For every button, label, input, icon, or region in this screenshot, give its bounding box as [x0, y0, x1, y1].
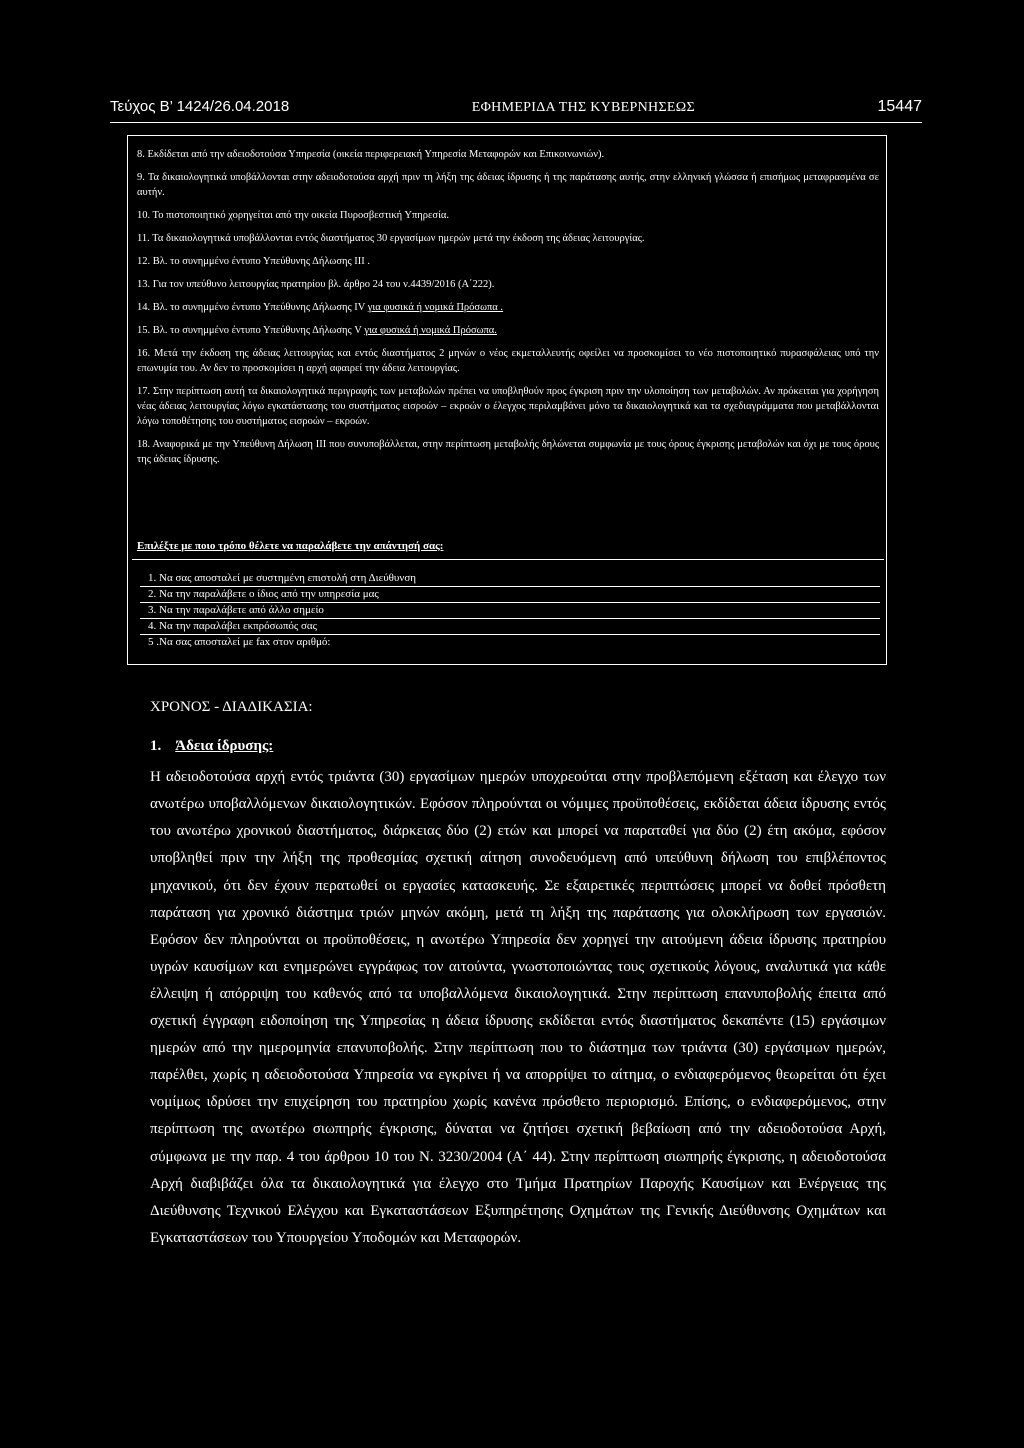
note-12: 12. Βλ. το συνημμένο έντυπο Υπεύθυνης Δήλωσης ΙΙΙ . [137, 256, 371, 267]
reply-option-5[interactable]: 5 .Να σας αποσταλεί με fax στον αριθμό: [148, 636, 331, 648]
note-15-text: 15. Βλ. το συνημμένο έντυπο Υπεύθυνης Δήλωσης V [137, 325, 365, 336]
reply-divider [132, 559, 884, 560]
subsection-title [150, 733, 886, 760]
footnotes [137, 147, 879, 467]
note-8: 8. Εκδίδεται από την αδειοδοτούσα Υπηρεσία (οικεία περιφερειακή Υπηρεσία Μεταφορών και Επικοινωνιών). [137, 149, 605, 160]
page-header [110, 98, 922, 123]
note-10: 10. Το πιστοποιητικό χορηγείται από την οικεία Πυροσβεστική Υπηρεσία. [137, 210, 450, 221]
note-9: 9. Τα δικαιολογητικά υποβάλλονται στην αδειοδοτούσα αρχή πριν τη λήξη της άδειας ίδρυσης ή της παράτασης αυτής, στην ελληνική γλώσσα ή επισήμως μεταφρασμένα σε αυτήν. [137, 172, 879, 198]
issue-reference: Τεύχος Β’ 1424/26.04.2018 [110, 98, 290, 115]
reply-method-label [137, 540, 877, 552]
reply-method-text: Επιλέξτε με ποιο τρόπο θέλετε να παραλάβετε την απάντησή σας: [137, 540, 444, 552]
note-15-underlined: για φυσικά ή νομικά Πρόσωπα. [364, 325, 497, 336]
page-number: 15447 [877, 98, 922, 115]
note-16: 16. Μετά την έκδοση της άδειας λειτουργίας και εντός διαστήματος 2 μηνών ο νέος εκμεταλλευτής οφείλει να προσκομίσει το νέο πιστοποιητικό πυρασφάλειας υπό την επωνυμία του. Αν δεν το προσκομίσει η αρχή αφαιρεί την άδεια λειτουργίας. [137, 348, 879, 374]
subsection-label: Άδεια ίδρυσης: [175, 738, 274, 755]
reply-option-2[interactable]: 2. Να την παραλάβετε ο ίδιος από την υπηρεσία μας [140, 587, 880, 603]
procedure-section [150, 694, 886, 1252]
note-14 [137, 300, 879, 315]
section-heading: ΧΡΟΝΟΣ - ΔΙΑΔΙΚΑΣΙΑ: [150, 699, 313, 715]
note-13: 13. Για τον υπεύθυνο λειτουργίας πρατηρίου βλ. άρθρο 24 του ν.4439/2016 (Α΄222). [137, 279, 495, 290]
note-14-text: 14. Βλ. το συνημμένο έντυπο Υπεύθυνης Δήλωσης IV [137, 302, 368, 313]
procedure-text: Η αδειοδοτούσα αρχή εντός τριάντα (30) εργασίμων ημερών υποχρεούται στην προβλεπόμενη εξέταση και έλεγχο των ανωτέρω υποβαλλόμενων δικαιολογητικών. Εφόσον πληρούνται οι νόμιμες προϋποθέσεις, εκδίδεται άδεια ίδρυσης εντός του ανωτέρω χρονικού διαστήματος, διάρκειας δύο (2) ετών και μπορεί να παραταθεί για δύο (2) έτη ακόμα, εφόσον υποβληθεί πριν την λήξη της προθεσμίας σχετική αίτηση συνοδευόμενη από υπεύθυνη δήλωση του επιβλέποντος μηχανικού, ότι δεν έχουν περατωθεί οι εργασίες κατασκευής. Σε εξαιρετικές περιπτώσεις μπορεί να δοθεί πρόσθετη παράταση για χρονικό διάστημα τριών μηνών ακόμη, μετά τη λήξη της παράτασης για ολοκλήρωση των εργασιών. Εφόσον δεν πληρούνται οι προϋποθέσεις, η ανωτέρω Υπηρεσία δεν χορηγεί την αιτούμενη άδεια ίδρυσης πρατηρίου υγρών καυσίμων και ενημερώνει εγγράφως τον αιτούντα, γνωστοποιώντας τους σχετικούς λόγους, αναλυτικά για κάθε έλλειψη ή απόρριψη του καθενός από τα υποβαλλόμενα δικαιολογητικά. Στην περίπτωση επανυποβολής έπειτα από σχετική έγγραφη ειδοποίηση της Υπηρεσίας η άδεια ίδρυσης εκδίδεται εντός διαστήματος δεκαπέντε (15) εργάσιμων ημερών από την ημερομηνία επανυποβολής. Στην περίπτωση που το διάστημα των τριάντα (30) εργάσιμων ημερών, παρέλθει, χωρίς η αδειοδοτούσα Υπηρεσία να εγκρίνει ή να απορρίψει το αίτημα, ο ενδιαφερόμενος θεωρείται ότι έχει νομίμως ιδρύσει την επιχείρηση του πρατηρίου χωρίς κανένα πρόσθετο περιορισμό. Επίσης, ο ενδιαφερόμενος, στην περίπτωση της ανωτέρω σιωπηρής έγκρισης, δύναται να ζητήσει σχετική βεβαίωση από την αδειοδοτούσα Αρχή, σύμφωνα με την παρ. 4 του άρθρου 10 του Ν. 3230/2004 (Α΄ 44). Στην περίπτωση σιωπηρής έγκρισης, η αδειοδοτούσα Αρχή διαβιβάζει όλα τα δικαιολογητικά για έλεγχο στο Τμήμα Πρατηρίων Παροχής Καυσίμων και Ενέργειας της Διεύθυνσης Τεχνικού Ελέγχου και Εγκαταστάσεων Εξυπηρέτησης Οχημάτων της Γενικής Διεύθυνσης Οχημάτων και Εγκαταστάσεων του Υπουργείου Υποδομών και Μεταφορών. [150, 769, 886, 1246]
note-11: 11. Τα δικαιολογητικά υποβάλλονται εντός διαστήματος 30 εργασίμων ημερών μετά την έκδοση της άδειας λειτουργίας. [137, 233, 645, 244]
gazette-title: ΕΦΗΜΕΡΙΔΑ ΤΗΣ ΚΥΒΕΡΝΗΣΕΩΣ [471, 100, 695, 115]
reply-option-4[interactable]: 4. Να την παραλάβει εκπρόσωπός σας [140, 619, 880, 635]
reply-option-1[interactable]: 1. Να σας αποσταλεί με συστημένη επιστολή στη Διεύθυνση [140, 571, 880, 587]
subsection-number: 1. [150, 738, 162, 755]
note-15 [137, 323, 879, 338]
reply-options [140, 571, 880, 650]
note-14-underlined: για φυσικά ή νομικά Πρόσωπα . [367, 302, 504, 313]
note-18: 18. Αναφορικά με την Υπεύθυνη Δήλωση ΙΙΙ που συνυποβάλλεται, στην περίπτωση μεταβολής δηλώνεται συμφωνία με τους όρους έγκρισης μεταβολών και όχι με τους όρους της άδειας ίδρυσης. [137, 439, 879, 465]
reply-option-3[interactable]: 3. Να την παραλάβετε από άλλο σημείο [140, 603, 880, 619]
note-17: 17. Στην περίπτωση αυτή τα δικαιολογητικά περιγραφής των μεταβολών πρέπει να υποβληθούν προς έγκριση πριν την υλοποίηση των μεταβολών. Αν πρόκειται για χορήγηση νέας άδειας λειτουργίας λόγω εγκατάστασης του συστήματος εισροών – εκροών ο έλεγχος περιλαμβάνει μόνο τα δικαιολογητικά και τα σχεδιαγράμματα που μεταβάλλονται λόγω τοποθέτησης του συστήματος εισροών – εκροών. [137, 386, 879, 427]
